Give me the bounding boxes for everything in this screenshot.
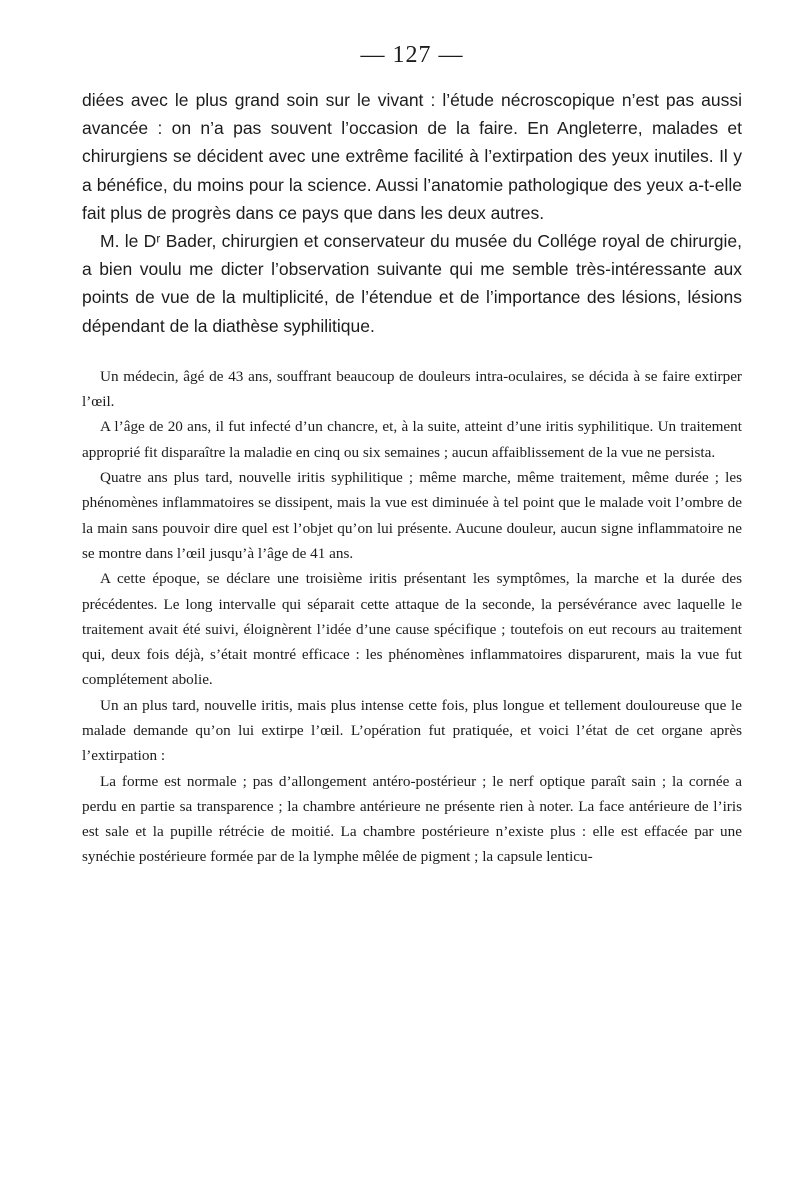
observation-paragraph-1: Un médecin, âgé de 43 ans, souffrant beaucoup de douleurs intra-oculaires, se décida à se faire extirper l’œil. xyxy=(82,367,742,411)
observation-paragraph-5: Un an plus tard, nouvelle iritis, mais plus intense cette fois, plus longue et tellement douloureuse que le malade demande qu’on lui extirpe l’œil. L’opération fut pratiquée, et voici l’état de cet organe après l’extirpation : xyxy=(82,696,742,765)
paragraph-intro-1: diées avec le plus grand soin sur le vivant : l’étude nécroscopique n’est pas aussi avancée : on n’a pas souvent l’occasion de la faire. En Angleterre, malades et chirurgiens se décident avec une extrême facilité à l’extirpation des yeux inutiles. Il y a bénéfice, du moins pour la science. Aussi l’anatomie pathologique des yeux a-t-elle fait plus de progrès dans ce pays que dans les deux autres. xyxy=(82,90,742,223)
observation-paragraph-3: Quatre ans plus tard, nouvelle iritis syphilitique ; même marche, même traitement, même durée ; les phénomènes inflammatoires se dissipent, mais la vue est diminuée à tel point que le malade voit l’ombre de la main sans pouvoir dire quel est l’objet qu’on lui présente. Aucune douleur, aucun signe inflammatoire ne se montre dans l’œil jusqu’à l’âge de 41 ans. xyxy=(82,469,742,562)
observation-text xyxy=(82,364,742,870)
observation-paragraph-6: La forme est normale ; pas d’allongement antéro-postérieur ; le nerf optique paraît sain ; la cornée a perdu en partie sa transparence ; la chambre antérieure ne présente rien à noter. La face antérieure de l’iris est sale et la pupille rétrécie de moitié. La chambre postérieure n’existe plus : elle est effacée par une synéchie postérieure formée par de la lymphe mêlée de pigment ; la capsule lenticu- xyxy=(82,772,742,866)
book-page xyxy=(82,38,742,1188)
page-number: — 127 — xyxy=(360,42,464,68)
paragraph-intro-2: M. le Dʳ Bader, chirurgien et conservateur du musée du Collége royal de chirurgie, a bien voulu me dicter l’observation suivante qui me semble très-intéressante aux points de vue de la multiplicité, de l’étendue et de l’importance des lésions, lésions dépendant de la diathèse syphilitique. xyxy=(82,231,742,336)
observation-paragraph-2: A l’âge de 20 ans, il fut infecté d’un chancre, et, à la suite, atteint d’une iritis syphilitique. Un traitement approprié fit disparaître la maladie en cinq ou six semaines ; aucun affaiblissement de la vue ne persista. xyxy=(82,418,742,461)
main-text xyxy=(82,86,742,340)
observation-paragraph-4: A cette époque, se déclare une troisième iritis présentant les symptômes, la marche et la durée des précédentes. Le long intervalle qui séparait cette attaque de la seconde, la persévérance avec laquelle le traitement avait été suivi, éloignèrent l’idée d’une cause spécifique ; toutefois on eut recours au traitement qui, deux fois déjà, s’était montré efficace : les phénomènes inflammatoires disparurent, mais la vue fut complétement abolie. xyxy=(82,570,742,689)
